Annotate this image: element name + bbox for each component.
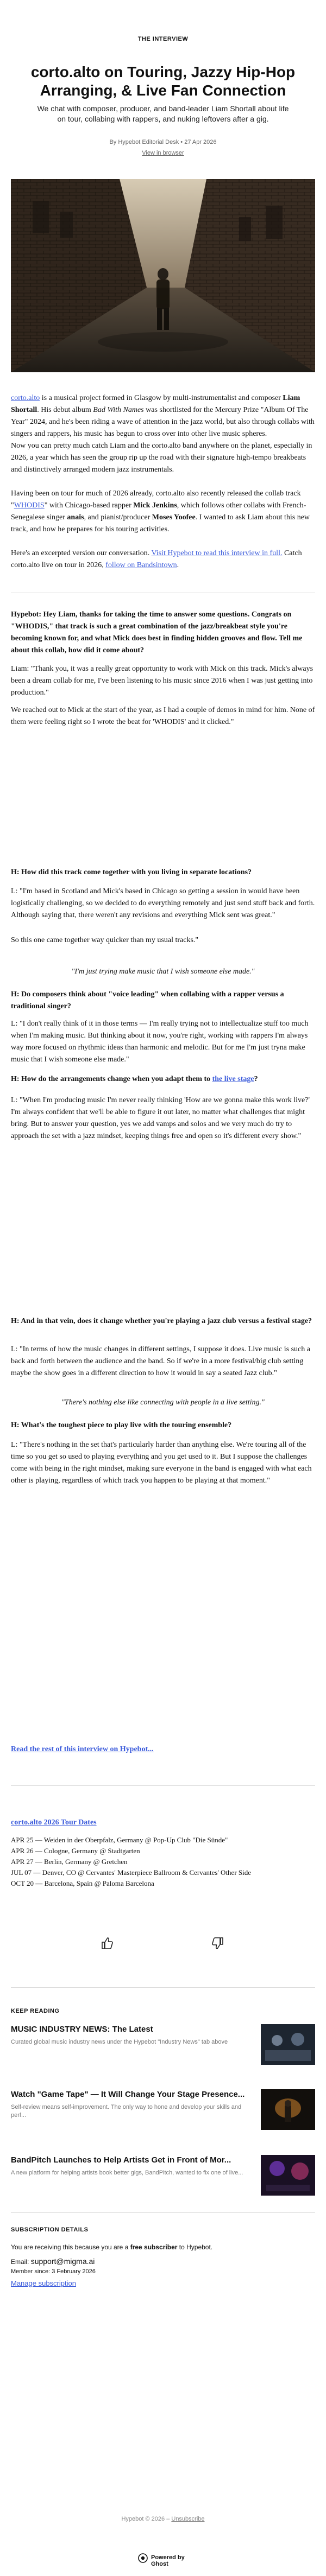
text-run: Having been on tour for much of 2026 already, corto.alto also recently released the collab track " (11, 489, 301, 510)
bold-text: Mick Jenkins (133, 501, 177, 510)
question-2: H: How did this track come together with you living in separate locations? (11, 868, 252, 876)
intro-paragraph-4 (11, 548, 315, 571)
pull-quote-1: "I'm just trying make music that I wish someone else made." (71, 968, 255, 976)
tour-date-row: APR 27 — Berlin, Germany @ Gretchen (11, 1858, 128, 1866)
pull-quote-2: "There's nothing else like connecting with people in a live setting." (61, 1398, 265, 1407)
question-4 (11, 1073, 315, 1085)
question-6: H: What's the toughest piece to play live with the touring ensemble? (11, 1421, 232, 1429)
inline-link[interactable]: WHODIS (14, 501, 45, 510)
answer-1b: We reached out to Mick at the start of the year, as I had a couple of demos in mind for him. None of them were feeling right so I wrote the beat for 'WHODIS' and it clicked." (11, 706, 315, 726)
intro-paragraph-3 (11, 488, 315, 536)
subscription-status (11, 2243, 212, 2251)
text-run: , which follows other collabs with French-Senegalese singer (11, 501, 306, 521)
answer-1a: Liam: "Thank you, it was a really great opportunity to work with Mick on this track. Mick's always been a dream collab for me, I've been listening to his music since 2016 when I was just getting into production." (11, 665, 314, 697)
keep-reading-title[interactable]: MUSIC INDUSTRY NEWS: The Latest (11, 2025, 153, 2034)
read-rest-link[interactable]: Read the rest of this interview on Hypebot... (11, 1745, 154, 1753)
text-run: . His debut album (37, 406, 93, 414)
text-run: , and pianist/producer (84, 513, 152, 521)
question-5: H: And in that vein, does it change whether you're playing a jazz club versus a festival stage? (11, 1317, 312, 1325)
keep-reading-title[interactable]: Watch "Game Tape" — It Will Change Your Stage Presence... (11, 2090, 245, 2099)
member-since: Member since: 3 February 2026 (11, 2268, 96, 2275)
inline-link[interactable]: corto.alto (11, 394, 40, 402)
inline-link[interactable]: the live stage (212, 1075, 254, 1083)
text-run: " with Chicago-based rapper (44, 501, 134, 510)
powered-by-label: Powered by Ghost (151, 2554, 185, 2567)
answer-3: L: "I don't really think of it in those terms — I'm really trying not to intellectualize stuff too much when I'm making music. But thinking about it now, you're right, working with rappers I'm always way more focused on rhythmic ideas than harmonic and melodic. But for me I'm just tryna make music that I wish someone else made." (11, 1020, 309, 1064)
view-in-browser-link[interactable]: View in browser (142, 150, 184, 156)
thumbs-up-icon[interactable] (96, 1932, 117, 1954)
intro-paragraph-2: Now you can pretty much catch Liam and the corto.alto band anywhere on the planet, especially in 2026, a year which has seen the group rip up the road with their signature high-tempo breakbeats and distinctively arranged modern jazz instrumentals. (11, 442, 312, 474)
bold-text: anaïs (67, 513, 84, 521)
text-run: ? (254, 1075, 258, 1083)
text-run: . (177, 561, 179, 569)
byline: By Hypebot Editorial Desk • 27 Apr 2026 (109, 139, 217, 145)
article-subtitle: We chat with composer, producer, and band-leader Liam Shortall about life on tour, collabing with rappers, and nuking leftovers after a gig. (37, 104, 289, 123)
ghost-logo-icon (138, 2553, 148, 2563)
text-run: . I wanted to ask Liam about this new track, and how he prepares for his touring activities. (11, 513, 310, 533)
keep-reading-excerpt: Curated global music industry news under the Hypebot "Industry News" tab above (11, 2039, 228, 2045)
tour-date-row: OCT 20 — Barcelona, Spain @ Paloma Barcelona (11, 1879, 154, 1887)
thumbs-down-icon[interactable] (208, 1932, 229, 1954)
text-run: is a musical project formed in Glasgow by multi-instrumentalist and composer (40, 394, 283, 402)
divider (11, 2212, 315, 2213)
inline-link[interactable]: follow on Bandsintown (105, 561, 177, 569)
intro-paragraph-1 (11, 392, 315, 440)
keep-reading-excerpt: A new platform for helping artists book better gigs, BandPitch, wanted to fix one of live... (11, 2170, 243, 2176)
subscription-email (11, 2257, 95, 2266)
question-3: H: Do composers think about "voice leading" when collabing with a rapper versus a traditional singer? (11, 990, 284, 1010)
tour-date-row: APR 25 — Weiden in der Oberpfalz, Germany @ Pop-Up Club "Die Sünde" (11, 1836, 228, 1844)
subscription-text: to Hypebot. (177, 2243, 213, 2251)
text-run: Here's an excerpted version our conversation. (11, 549, 152, 557)
tour-dates-heading[interactable]: corto.alto 2026 Tour Dates (11, 1818, 97, 1827)
italic-text: Bad With Names (93, 406, 144, 414)
subscription-text: You are receiving this because you are a (11, 2243, 130, 2251)
answer-2a: L: "I'm based in Scotland and Mick's based in Chicago so getting a session in would have been logistically challenging, so we decided to do everything remotely and just send stuff back and forth. Although saying that, there weren't any revisions and everything Mick sent was great." (11, 887, 315, 919)
powered-by-ghost-badge[interactable] (125, 2552, 201, 2567)
footer (0, 2516, 326, 2522)
tour-date-row: JUL 07 — Denver, CO @ Cervantes' Masterpiece Ballroom & Cervantes' Other Side (11, 1868, 252, 1877)
divider (11, 1987, 315, 1988)
answer-6: L: "There's nothing in the set that's particularly harder than anything else. We're touring all of the time so you get so used to playing everything and you get used to it. But I suppose the challenges come with being in the right mindset, making sure everyone in the band is engaged with what each other is playing, regardless of which track you happen to be playing at that moment." (11, 1441, 312, 1485)
section-kicker: THE INTERVIEW (137, 36, 189, 42)
thumbnail-image[interactable] (261, 2024, 315, 2065)
tour-date-row: APR 26 — Cologne, Germany @ Stadtgarten (11, 1847, 140, 1855)
thumbnail-image[interactable] (261, 2155, 315, 2196)
email-label: Email: (11, 2258, 31, 2266)
subscription-heading: SUBSCRIPTION DETAILS (11, 2227, 89, 2233)
bold-text: Moses Yoofee (152, 513, 196, 521)
text-run: was shortlisted for the Mercury Prize "Album Of The Year" 2024, and he's been riding a wave of attention in the jazz world, but also through collabs with singers and rappers, his music has begun to cross over into other live music spheres. (11, 406, 315, 438)
keep-reading-excerpt: Self-review means self-improvement. The only way to hone and develop your skills and perf... (11, 2104, 242, 2119)
keep-reading-title[interactable]: BandPitch Launches to Help Artists Get in Front of Mor... (11, 2155, 231, 2165)
manage-subscription-link[interactable]: Manage subscription (11, 2279, 76, 2287)
answer-5: L: "In terms of how the music changes in different settings, I suppose it does. Live music is such a back and forth between the audience and the band. So if we're in a more festival/big club setting maybe the show goes in a different direction to how it would in say a seated Jazz club." (11, 1345, 310, 1377)
text-run: Catch corto.alto live on tour in 2026, (11, 549, 302, 569)
hero-photo (11, 179, 315, 372)
copyright: Hypebot © 2026 – (121, 2516, 172, 2522)
keep-reading-heading: KEEP READING (11, 2008, 60, 2014)
answer-2b: So this one came together way quicker than my usual tracks." (11, 936, 199, 944)
email-value: support@migma.ai (30, 2257, 95, 2266)
divider (11, 1785, 315, 1786)
subscription-tier: free subscriber (130, 2243, 178, 2251)
answer-4: L: "When I'm producing music I'm never really thinking 'How are we gonna make this work live?' I'm always confident that we'll be able to figure it out later, no matter what challenges that might bring. But to answer your question, yes we add vamps and solos and we very much do try to approach the set with a jazz mindset, keeping things free and open so it's different every show." (11, 1096, 310, 1140)
bold-text: Liam Shortall (11, 394, 300, 414)
thumbnail-image[interactable] (261, 2089, 315, 2130)
article-title: corto.alto on Touring, Jazzy Hip-Hop Arranging, & Live Fan Connection (30, 63, 296, 99)
inline-link[interactable]: Visit Hypebot to read this interview in full. (151, 549, 283, 557)
question-1: Hypebot: Hey Liam, thanks for taking the time to answer some questions. Congrats on "WHODIS," that track is such a great combination of the jazz/breakbeat style you're becoming known for, and what Mick does best in finding hidden grooves and flow. Tell me about this collab, how did it come about? (11, 610, 303, 654)
text-run: H: How do the arrangements change when you adapt them to (11, 1075, 212, 1083)
unsubscribe-link[interactable]: Unsubscribe (171, 2516, 205, 2522)
